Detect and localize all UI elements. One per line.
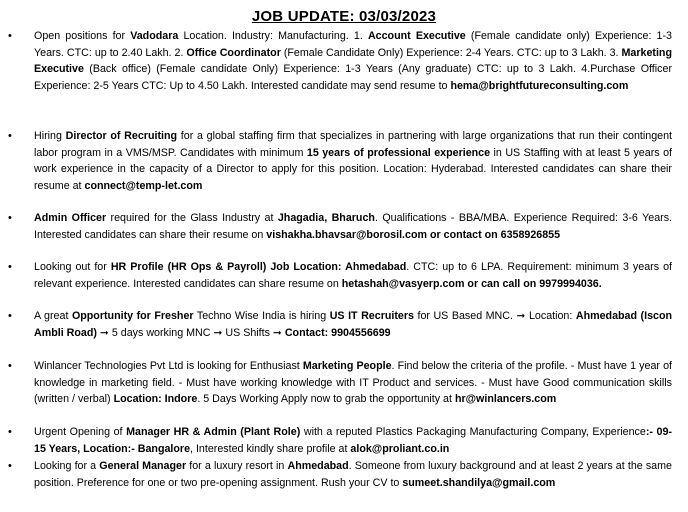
bullet: • — [8, 212, 12, 224]
bullet: • — [8, 261, 12, 273]
job-text: A great Opportunity for Fresher Techno Wise India is hiring US IT Recruiters for US Based MNC. ➞ Location: Ahmedabad (Iscon Ambli Road) ➞ 5 days working MNC ➞ US Shifts ➞ Contact: 9904556699 — [34, 310, 673, 339]
job-text: Open positions for Vadodara Location. Industry: Manufacturing. 1. Account Executive (Female candidate only) Experience: 1-3 Years. CTC: up to 2.40 Lakh. 2. Office Coordinator (Female Candidate Only) Experience: 2-4 Years. CTC: up to 3 Lakh. 3. Marketing Executive (Back office) (Female candidate Only) Experience: 1-3 Years (Any graduate) CTC: up to 3 Lakh. 4.Purchase Officer Experience: 2-5 Years CTC: Up to 4.50 Lakh. Interested candidate may send resume to hema@brightfutureconsulting.com — [34, 30, 672, 93]
email-link: hema@brightfutureconsulting.com — [450, 80, 629, 93]
job-text: Winlancer Technologies Pvt Ltd is looking for Enthusiast Marketing People. Find below the criteria of the profile. - Must have 1 year of knowledge in marketing field. - Must have working knowledge with IT Product and services. - Must have Good communication skills (written / verbal) Location: Indore. 5 Days Working Apply now to grab the opportunity at hr@winlancers.com — [34, 360, 672, 406]
email-link: sumeet.shandilya@gmail.com — [402, 476, 556, 489]
email-link: vishakha.bhavsar@borosil.com or contact on 6358926855 — [266, 228, 561, 241]
bullet: • — [8, 460, 12, 472]
page-title: JOB UPDATE: 03/03/2023 — [251, 8, 437, 25]
email-link: connect@temp-let.com — [84, 180, 203, 193]
arrow-icon: ➞ — [99, 326, 109, 339]
email-link: alok@proliant.co.in — [350, 442, 450, 455]
bullet: • — [8, 360, 12, 372]
bullet: • — [8, 426, 12, 438]
email-link: hetashah@vasyerp.com or can call on 9979994036. — [341, 277, 602, 290]
job-text: Looking for a General Manager for a luxury resort in Ahmedabad. Someone from luxury background and at least 2 years at the same position. Preference for one or two pre-opening assignment. Rush your CV to sumeet.shandilya@gmail.com — [34, 460, 672, 489]
arrow-icon: ➞ — [213, 326, 223, 339]
bullet: • — [8, 130, 12, 142]
email-link: hr@winlancers.com — [454, 393, 557, 406]
job-text: Looking out for HR Profile (HR Ops & Payroll) Job Location: Ahmedabad. CTC: up to 6 LPA. Requirement: minimum 3 years of relevant experience. Interested candidates can share resume on hetashah@vasyerp.com or can call on 9979994036. — [34, 261, 672, 290]
arrow-icon: ➞ — [516, 310, 526, 322]
bullet: • — [8, 310, 12, 322]
job-text: Hiring Director of Recruiting for a global staffing firm that specializes in partnering with large organizations that run their contingent labor program in a VMS/MSP. Candidates with minimum 15 years of professional experience in US Staffing with at least 5 years of work experience in the capacity of a Director to apply for this position. Location: Hyderabad. Interested candidates can share their resume at connect@temp-let.com — [34, 130, 673, 193]
arrow-icon: ➞ — [272, 326, 282, 339]
job-text: Urgent Opening of Manager HR & Admin (Plant Role) with a reputed Plastics Packaging Manufacturing Company, Experience:- 09-15 Years, Location:- Bangalore, Interested kindly share profile at alok@proliant.co.in — [34, 426, 672, 455]
job-text: Admin Officer required for the Glass Industry at Jhagadia, Bharuch. Qualifications - BBA/MBA. Experience Required: 3-6 Years. Interested candidates can share their resume on vishakha.bhavsar@borosil.com or contact on 6358926855 — [34, 212, 673, 241]
bullet: • — [8, 30, 12, 42]
